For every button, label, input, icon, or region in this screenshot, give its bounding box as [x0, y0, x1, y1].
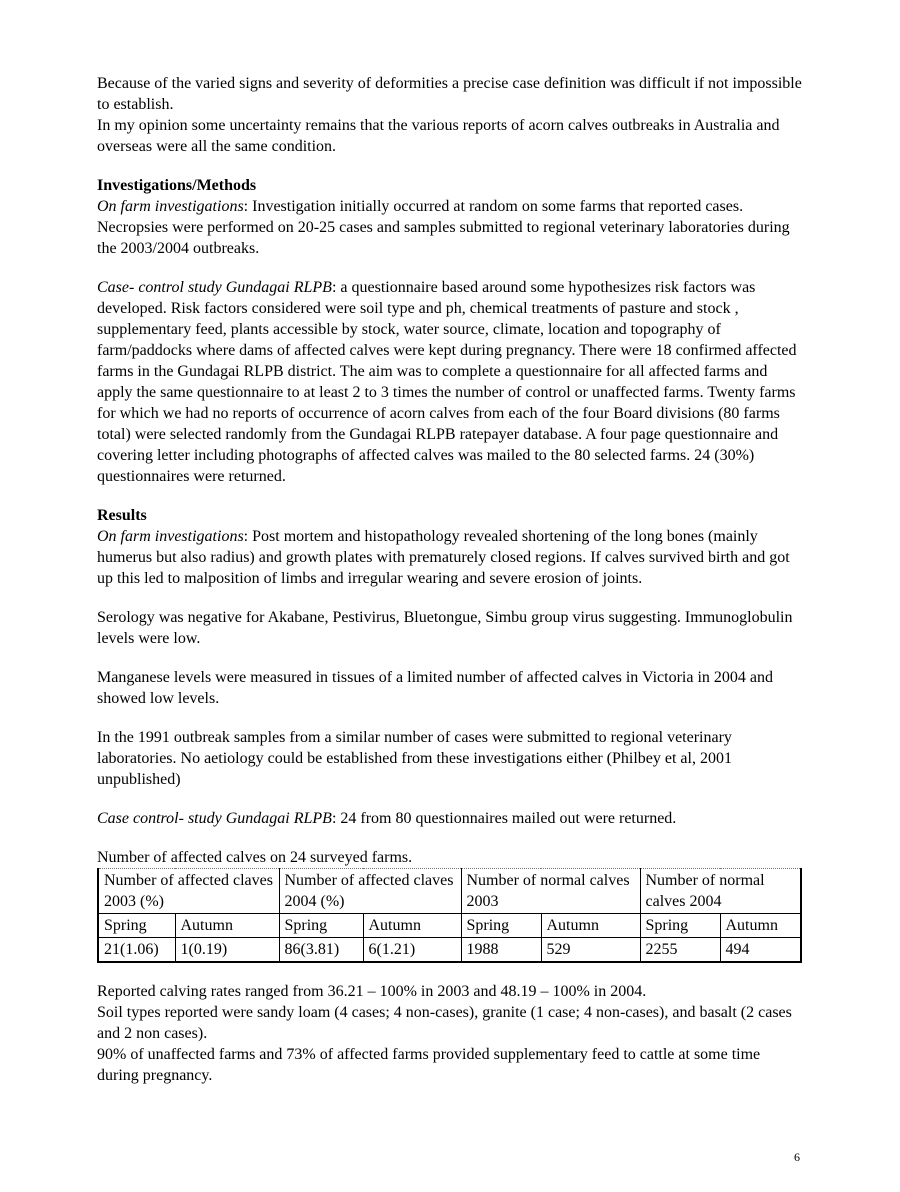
- intro-paragraph-1: Because of the varied signs and severity of deformities a precise case definition was difficult if not impossible to establish.: [97, 75, 802, 113]
- outbreak-1991-paragraph: In the 1991 outbreak samples from a similar number of cases were submitted to regional veterinary laboratories. No aetiology could be established from these investigations either (Philbey et al, 2001 unpublished): [97, 729, 732, 788]
- results-case-control-block: [97, 808, 803, 829]
- methods-case-control-block: [97, 277, 803, 487]
- methods-on-farm-lead: On farm investigations: [97, 198, 244, 215]
- methods-case-control-lead: Case- control study Gundagai RLPB: [97, 279, 332, 296]
- methods-on-farm-paragraph: [97, 196, 803, 259]
- page-number: 6: [794, 1150, 800, 1164]
- results-case-control-text: : 24 from 80 questionnaires mailed out were returned.: [331, 810, 677, 827]
- table-value-cell: 2255: [640, 938, 720, 963]
- supplementary-feed-paragraph: 90% of unaffected farms and 73% of affected farms provided supplementary feed to cattle at some time during pregnancy.: [97, 1046, 761, 1084]
- table-value-cell: 21(1.06): [98, 938, 175, 963]
- table-value-cell: 494: [720, 938, 801, 963]
- table-group-header: Number of affected claves 2004 (%): [279, 869, 461, 914]
- table-group-header: Number of normal calves 2004: [640, 869, 801, 914]
- table-season-header: Spring: [640, 914, 720, 938]
- results-on-farm-paragraph: [97, 526, 803, 589]
- table-caption: Number of affected calves on 24 surveyed farms.: [97, 849, 413, 866]
- table-group-header-row: [98, 869, 801, 914]
- table-group-header: Number of normal calves 2003: [461, 869, 640, 914]
- table-season-header: Spring: [279, 914, 363, 938]
- table-group-header: Number of affected claves 2003 (%): [98, 869, 279, 914]
- table-season-header-row: [98, 914, 801, 938]
- methods-section: [97, 175, 803, 259]
- table-value-cell: 1(0.19): [175, 938, 279, 963]
- affected-calves-table: [97, 868, 802, 963]
- table-value-cell: 1988: [461, 938, 541, 963]
- methods-case-control-paragraph: [97, 277, 803, 487]
- table-season-header: Autumn: [720, 914, 801, 938]
- table-value-cell: 529: [541, 938, 640, 963]
- intro-paragraph-2: In my opinion some uncertainty remains that the various reports of acorn calves outbreaks in Australia and overseas were all the same condition.: [97, 117, 780, 155]
- table-season-header: Spring: [461, 914, 541, 938]
- methods-on-farm-text: : Investigation initially occurred at random on some farms that reported cases. Necropsies were performed on 20-25 cases and samples submitted to regional veterinary laboratories during the 2003/2004 outbreaks.: [97, 198, 790, 257]
- results-on-farm-lead: On farm investigations: [97, 528, 244, 545]
- table-values-row: [98, 938, 801, 963]
- table-value-cell: 86(3.81): [279, 938, 363, 963]
- calving-rates-paragraph: Reported calving rates ranged from 36.21 – 100% in 2003 and 48.19 – 100% in 2004.: [97, 983, 647, 1000]
- results-case-control-lead: Case control- study Gundagai RLPB: [97, 810, 332, 827]
- table-season-header: Autumn: [175, 914, 279, 938]
- manganese-block: [97, 667, 803, 709]
- results-heading: Results: [97, 507, 147, 524]
- outbreak-1991-block: [97, 727, 803, 790]
- results-case-control-paragraph: [97, 808, 803, 829]
- findings-block: [97, 981, 803, 1086]
- methods-case-control-text: : a questionnaire based around some hypothesizes risk factors was developed. Risk factors considered were soil type and ph, chemical treatments of pasture and stock , supplementary feed, plants accessible by stock, water source, climate, location and topography of farm/paddocks where dams of affected calves were kept during pregnancy. There were 18 confirmed affected farms in the Gundagai RLPB district. The aim was to complete a questionnaire for all affected farms and apply the same questionnaire to at least 2 to 3 times the number of control or unaffected farms. Twenty farms for which we had no reports of occurrence of acorn calves from each of the four Board divisions (80 farms total) were selected randomly from the Gundagai RLPB ratepayer database. A four page questionnaire and covering letter including photographs of affected calves was mailed to the 80 selected farms. 24 (30%) questionnaires were returned.: [97, 279, 797, 485]
- results-section: [97, 505, 803, 589]
- serology-paragraph: Serology was negative for Akabane, Pestivirus, Bluetongue, Simbu group virus suggesting. Immunoglobulin levels were low.: [97, 609, 793, 647]
- table-block: [97, 847, 803, 963]
- table-season-header: Autumn: [363, 914, 461, 938]
- soil-types-paragraph: Soil types reported were sandy loam (4 cases; 4 non-cases), granite (1 case; 4 non-cases), and basalt (2 cases and 2 non cases).: [97, 1004, 792, 1042]
- methods-heading: Investigations/Methods: [97, 177, 257, 194]
- intro-block: [97, 73, 803, 157]
- manganese-paragraph: Manganese levels were measured in tissues of a limited number of affected calves in Victoria in 2004 and showed low levels.: [97, 669, 774, 707]
- table-season-header: Autumn: [541, 914, 640, 938]
- serology-block: [97, 607, 803, 649]
- table-value-cell: 6(1.21): [363, 938, 461, 963]
- table-season-header: Spring: [98, 914, 175, 938]
- results-on-farm-text: : Post mortem and histopathology revealed shortening of the long bones (mainly humerus but also radius) and growth plates with prematurely closed regions. If calves survived birth and got up this led to malposition of limbs and irregular wearing and severe erosion of joints.: [97, 528, 790, 587]
